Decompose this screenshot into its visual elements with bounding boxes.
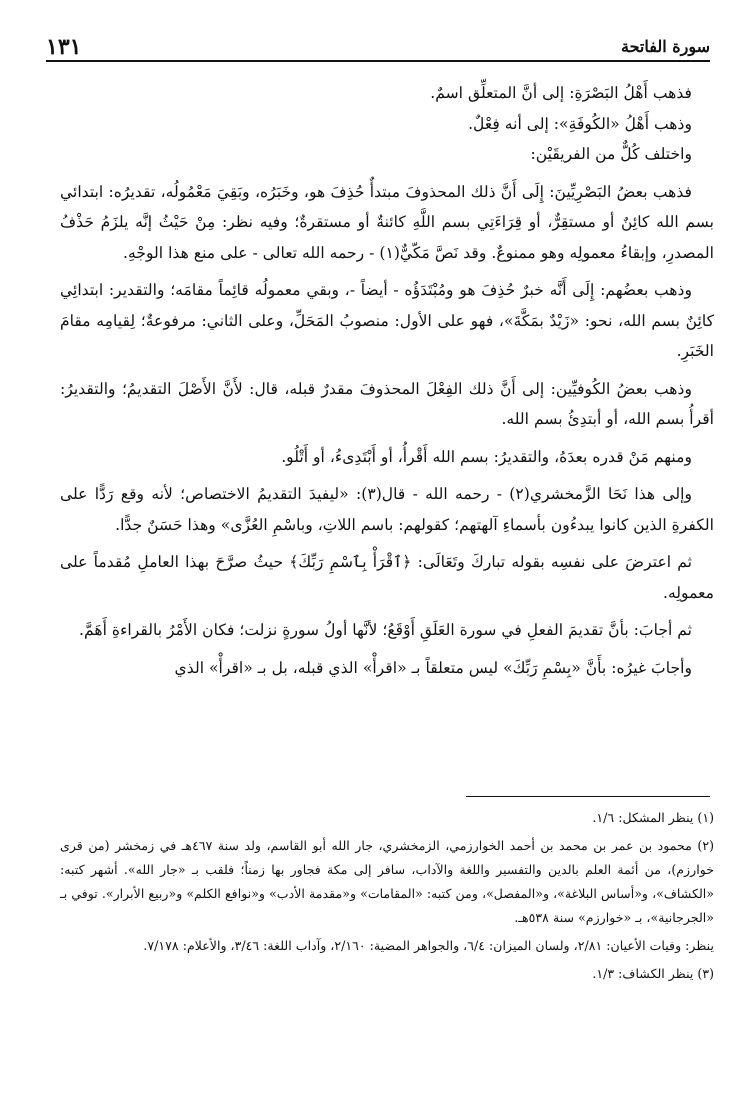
paragraph: ثم اعترضَ على نفسِه بقوله تباركَ وتَعَالَى: ﴿ٱقْرَأْ بِٱسْمِ رَبِّكَ﴾ حيثُ صرَّحَ بهذا العاملِ مُقدماً على معمولِه. bbox=[60, 553, 714, 602]
paragraph: فذهب أَهْلُ البَصْرَةِ: إلى أنَّ المتعلِّق اسمٌ. bbox=[430, 84, 692, 102]
paragraph: وذهب أَهْلُ «الكُوفَةِ»: إلى أنه فِعْلٌ. bbox=[468, 114, 692, 133]
paragraph: وأجابَ غيرُه: بأَنَّ «بِسْمِ رَبِّكَ» ليس متعلقاً بـ «اقرأْ» الذي قبله، بل بـ «اقرأْ» الذي bbox=[174, 658, 692, 677]
paragraph: واختلف كُلٌّ من الفريقَيْن: bbox=[530, 145, 692, 163]
main-text bbox=[60, 78, 714, 683]
page-header bbox=[46, 34, 710, 62]
paragraph: فذهب بعضُ البَصْرِيِّينَ: إِلَى أَنَّ ذلك المحذوفَ مبتدأٌ حُذِفَ هو، وخَبَرُه، وبَقِيَ مَعْمُولُه، تقديرُه: ابتدائي بسم الله كائِنٌ أو مستقِرٌّ، أو قِرَاءَتِي بسم اللَّهِ كائنةٌ أو مستقرةٌ؛ وفيه نظر: مِنْ حَيْثُ إنَّه يلزَمُ حَذْفُ المصدرِ، وإبقاءُ معمولِه وهو ممنوعٌ. وقد نَصَّ مَكّيٌّ(١) - رحمه الله تعالى - على منع هذا الوجْهِ. bbox=[60, 182, 714, 262]
paragraph: ثم أجابَ: بأنَّ تقديمَ الفعلِ في سورة العَلَقِ أَوْقَعُ؛ لأنَّها أولُ سورةٍ نزلت؛ فكان الأَمْرُ بالقراءةِ أَهَمَّ. bbox=[79, 621, 692, 639]
running-title: سورة الفاتحة bbox=[613, 34, 710, 60]
footnotes bbox=[60, 806, 714, 990]
page-number: ١٣١ bbox=[46, 34, 89, 60]
footnote: (١) ينظر المشكل: ١/٦. bbox=[592, 810, 714, 825]
paragraph: وذهب بعضُ الكُوفيِّين: إلى أَنَّ ذلك الفِعْلَ المحذوفَ مقدرٌ قبله، قال: لأَنَّ الأَصْلَ التقديمُ؛ والتقديرُ: أقرأُ بسم الله، أو أبتدِئُ بسم الله. bbox=[60, 379, 714, 428]
footnote: (٣) ينظر الكشاف: ١/٣. bbox=[592, 966, 714, 981]
paragraph: وذهب بعضُهم: إِلَى أَنَّه خبرٌ حُذِفَ هو ومُبْتَدَؤُه - أيضاً -، وبقي معمولُه قائِماً مقامَه؛ والتقدير: ابتدائِي كائِنٌ بسم الله، نحو: «زَيْدٌ بمَكَّةَ»، فهو على الأول: منصوبُ المَحَلِّ، وعلى الثاني: مرفوعةٌ؛ لِقيامِه مقامَ الخَبَرِ. bbox=[60, 281, 714, 360]
footnote: (٢) محمود بن عمر بن محمد بن أحمد الخوارزمي، الزمخشري، جار الله أبو القاسم، ولد سنة ٤٦٧هـ في زمخشر (من قرى خوارزم)، من أئمة العلم بالدين والتفسير واللغة والآداب، سافر إلى مكة فجاور بها زمناً؛ فلقب بـ «جار الله». أشهر كتبه: «الكشاف»، و«أساس البلاغة»، و«المفصل»، ومن كتبه: «المقامات» و«مقدمة الأدب» و«نوافع الكلم» و«ربيع الأبرار». توفي بـ «الجرجانية»، بـ «خوارزم» سنة ٥٣٨هـ. bbox=[60, 838, 714, 925]
footnote-references: ينظر: وفيات الأعيان: ٢/٨١، ولسان الميزان: ٦/٤، والجواهر المضية: ٢/١٦٠، وآداب اللغة: ٣/٤٦، والأعلام: ٧/١٧٨. bbox=[143, 938, 714, 953]
paragraph: ومنهم مَنْ قدره بعدَهُ، والتقديرُ: بسم الله أَقْرأُ، أو أَبْتَدِىءُ، أو أَتْلُو. bbox=[281, 447, 692, 466]
footnote-divider bbox=[466, 796, 710, 797]
paragraph: وإلى هذا نَحَا الزَّمخشري(٢) - رحمه الله - قال(٣): «ليفيدَ التقديمُ الاختصاص؛ لأنه وقع رَدًّا على الكفرةِ الذين كانوا يبدءُون بأسماءِ آلهتهم؛ كقولهم: باسم اللاتِ، وباسْمِ العُزَّى» وهذا حَسَنٌ جدًّا. bbox=[60, 485, 714, 534]
